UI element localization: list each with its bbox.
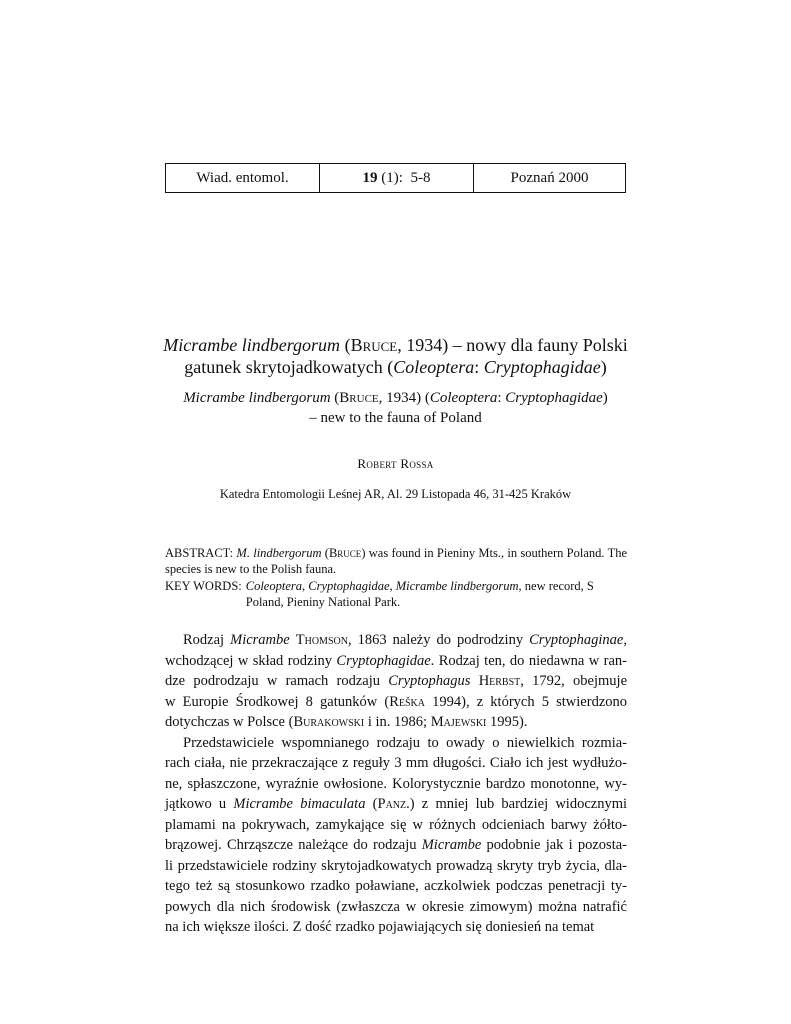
text-line: dotychczas w Polsce (Burakowski i in. 1986; Majewski 1995).: [165, 714, 528, 730]
english-title: Micrambe lindbergorum (Bruce, 1934) (Coleoptera: Cryptophagidae) – new to the fauna of Poland: [183, 390, 608, 426]
text-line: rach ciała, nie przekraczające z reguły 3 mm długości. Ciało ich jest wydłużo-: [165, 755, 627, 771]
keywords-list: Coleoptera, Cryptophagidae, Micrambe lindbergorum, new record, S Poland, Pieniny National Park.: [245, 579, 594, 609]
journal-header-table: [165, 163, 626, 193]
journal-name: Wiad. entomol.: [166, 164, 320, 192]
text-line: powych dla nich środowisk (zwłaszcza w okresie zimowym) można natrafić: [165, 898, 627, 915]
text-line: Przedstawiciele wspomnianego rodzaju to owady o niewielkich rozmia-: [183, 734, 627, 751]
paragraph-2: [165, 733, 627, 938]
keywords-label: KEY WORDS:: [165, 579, 242, 593]
text-line: w Europie Środkowej 8 gatunków (Reška 1994), z których 5 stwierdzono: [165, 693, 627, 710]
author-affiliation: Katedra Entomologii Leśnej AR, Al. 29 Listopada 46, 31-425 Kraków: [219, 487, 572, 501]
article-title: Micrambe lindbergorum (Bruce, 1934) – nowy dla fauny Polski gatunek skrytojadkowatych (Coleoptera: Cryptophagidae): [163, 335, 628, 377]
text-line: tego też są stosunkowo rzadko poławiane, aczkolwiek podczas penetracji ty-: [165, 878, 627, 894]
keywords: [165, 578, 627, 610]
text-line: jątkowo u Micrambe bimaculata (Panz.) z mniej lub bardziej widocznymi: [165, 796, 627, 812]
place-year: Poznań 2000: [510, 169, 589, 186]
paragraph-1: [165, 630, 627, 733]
volume-issue: 19 (1): 5-8: [320, 164, 474, 192]
text-line: dze podrodzaju w ramach rodzaju Cryptophagus Herbst, 1792, obejmuje: [165, 673, 628, 689]
body-text: [165, 630, 627, 938]
text-line: ne, spłaszczone, wyraźnie owłosione. Kolorystycznie bardzo monotonne, wy-: [165, 775, 627, 792]
text-line: wchodzącej w skład rodziny Cryptophagidae. Rodzaj ten, do niedawna w ran-: [165, 652, 627, 669]
text-line: na ich większe ilości. Z dość rzadko pojawiających się doniesień na temat: [165, 919, 595, 935]
text-line: plamami na pokrywach, zamykające się w różnych odcieniach barwy żółto-: [165, 816, 627, 833]
author-name: Robert Rossa: [357, 456, 434, 471]
text-line: brązowej. Chrząszcze należące do rodzaju Micrambe podobnie jak i pozosta-: [165, 837, 627, 853]
volume-number: 19: [362, 169, 378, 186]
abstract: ABSTRACT: M. lindbergorum (Bruce) was found in Pieniny Mts., in southern Poland. The species is new to the Polish fauna.: [165, 546, 627, 576]
text-line: li przedstawiciele rodziny skrytojadkowatych prowadzą skryty tryb życia, dla-: [165, 857, 627, 874]
text-line: Rodzaj Micrambe Thomson, 1863 należy do podrodziny Cryptophaginae,: [183, 632, 627, 648]
